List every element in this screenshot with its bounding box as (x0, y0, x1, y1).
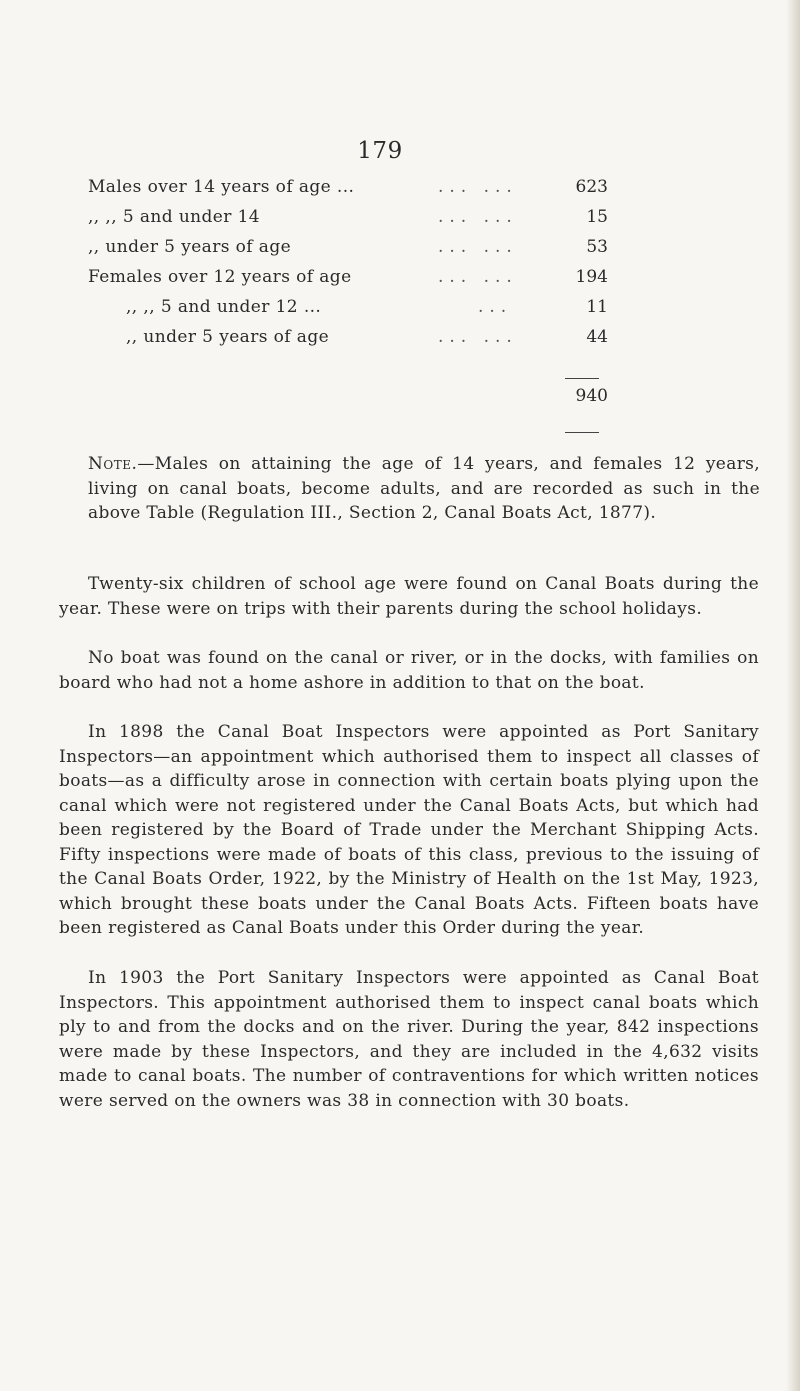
note-paragraph (88, 452, 760, 526)
paragraph-families: No boat was found on the canal or river, or in the docks, with families on board who had not a home ashore in addition to that on the boat. (59, 648, 759, 693)
paragraph-children: Twenty-six children of school age were found on Canal Boats during the year. These were on trips with their parents during the school holidays. (59, 574, 759, 619)
page-number: 179 (357, 138, 403, 164)
row-leader-dots: ... ... (438, 267, 518, 287)
table-row (88, 262, 608, 292)
age-count-table (88, 172, 608, 352)
paragraph-1903-inspectors: In 1903 the Port Sanitary Inspectors were appointed as Canal Boat Inspectors. This appointment authorised them to inspect canal boats which ply to and from the docks and on the river. During the year, 842 inspections were made by these Inspectors, and they are included in the 4,632 visits made to canal boats. The number of contraventions for which written notices were served on the owners was 38 in connection with 30 boats. (59, 968, 759, 1111)
row-value: 11 (586, 297, 608, 317)
row-label: Females over 12 years of age (88, 267, 352, 287)
row-value: 623 (575, 177, 608, 197)
row-leader-dots: ... ... (438, 207, 518, 227)
row-value: 194 (575, 267, 608, 287)
table-row (88, 322, 608, 352)
row-label: ,, under 5 years of age (126, 327, 330, 347)
row-label: ,, ,, 5 and under 14 (88, 207, 261, 227)
paragraph-1898-inspectors: In 1898 the Canal Boat Inspectors were appointed as Port Sanitary Inspectors—an appointment which authorised them to inspect all classes of boats—as a difficulty arose in connection with certain boats plying upon the canal which were not registered under the Canal Boats Acts, but which had been registered by the Board of Trade under the Merchant Shipping Acts. Fifty inspections were made of boats of this class, previous to the issuing of the Canal Boats Order, 1922, by the Ministry of Health on the 1st May, 1923, which brought these boats under the Canal Boats Acts. Fifteen boats have been registered as Canal Boats under this Order during the year. (59, 722, 759, 938)
table-row (88, 292, 608, 322)
row-leader-dots: ... (478, 297, 513, 317)
row-leader-dots: ... ... (438, 237, 518, 257)
note-text: —Males on attaining the age of 14 years, and females 12 years, living on canal boats, become adults, and are recorded as such in the above Table (Regulation III., Section 2, Canal Boats Act, 1877). (88, 454, 760, 523)
note-lead: Note. (88, 454, 138, 474)
row-value: 53 (586, 237, 608, 257)
table-row (88, 202, 608, 232)
row-label: ,, under 5 years of age (88, 237, 292, 257)
row-leader-dots: ... ... (438, 177, 518, 197)
row-value: 15 (586, 207, 608, 227)
row-label: ,, ,, 5 and under 12 ... (126, 297, 322, 317)
table-row (88, 172, 608, 202)
table-total: 940 (575, 386, 608, 406)
row-label: Males over 14 years of age ... (88, 177, 355, 197)
row-value: 44 (586, 327, 608, 347)
table-row (88, 232, 608, 262)
page-edge (786, 0, 800, 1391)
row-leader-dots: ... ... (438, 327, 518, 347)
total-rule-top (565, 378, 599, 379)
total-rule-bottom (565, 432, 599, 433)
